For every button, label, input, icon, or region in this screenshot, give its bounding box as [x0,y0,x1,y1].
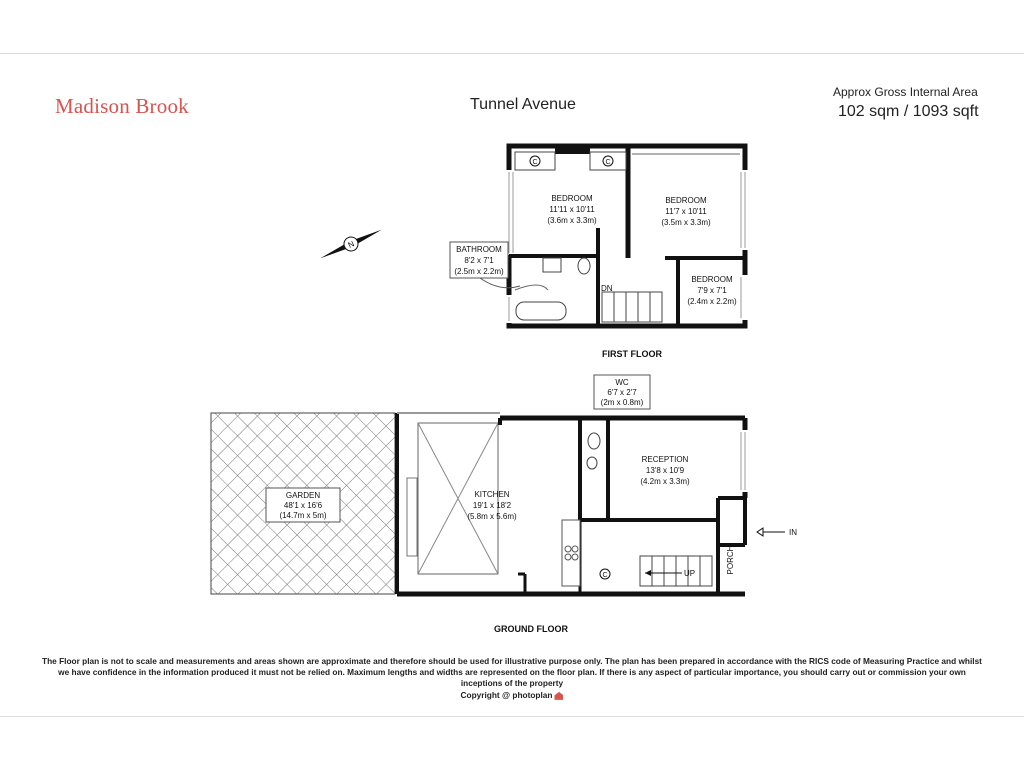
area-value: 102 sqm / 1093 sqft [838,103,979,120]
cupboard-c-3: C [602,572,608,579]
bedroom-3-metric: (2.4m x 2.2m) [687,297,737,306]
bedroom-3-dims: 7'9 x 7'1 [697,286,727,295]
photoplan-logo-icon [554,692,563,700]
bedroom-1-dims: 11'11 x 10'11 [549,205,595,214]
ground-floor-plan [211,375,797,594]
disclaimer-text: The Floor plan is not to scale and measurements and areas shown are approximate and therefore should be used for illustrative purpose only. The plan has been prepared in accordance with the RICS code of Measuring Practice and whilst we have confidence in the information produced it must not be relied on. Maximum lengths and widths are represented on the floor plan. If there is any aspect of particular importance, you should carry out or commission your own inceptions of the property [42,656,982,688]
property-address: Tunnel Avenue [470,96,576,113]
bedroom-1-name: BEDROOM [551,194,593,203]
wc-metric: (2m x 0.8m) [600,398,644,407]
bedroom-3-name: BEDROOM [691,275,733,284]
entrance-label: IN [789,528,797,537]
brand-logo: Madison Brook [55,94,189,118]
entrance-arrow-icon [757,528,763,536]
kitchen-name: KITCHEN [474,490,510,499]
cupboard-c-1: C [532,159,538,166]
first-floor-plan [450,146,750,326]
garden-dims: 48'1 x 16'6 [283,501,323,510]
reception-dims: 13'8 x 10'9 [645,466,685,475]
stairs-down-label: DN [601,284,613,293]
bedroom-2-metric: (3.5m x 3.3m) [661,218,711,227]
copyright-line [40,690,984,701]
bedroom-1-metric: (3.6m x 3.3m) [547,216,597,225]
stairs-up-label: UP [684,569,696,578]
compass-north-label: N [346,239,356,250]
compass-icon [317,223,385,264]
bedroom-2-name: BEDROOM [665,196,707,205]
kitchen-metric: (5.8m x 5.6m) [467,512,517,521]
bathroom-dims: 8'2 x 7'1 [464,256,494,265]
reception-metric: (4.2m x 3.3m) [640,477,690,486]
porch-name: PORCH [726,545,735,575]
ground-floor-label: GROUND FLOOR [494,624,568,634]
first-floor-label: FIRST FLOOR [602,349,662,359]
bedroom-2-dims: 11'7 x 10'11 [665,207,707,216]
disclaimer-footer [40,656,984,701]
bathroom-metric: (2.5m x 2.2m) [454,267,504,276]
wc-dims: 6'7 x 2'7 [607,388,637,397]
bathroom-name: BATHROOM [456,245,502,254]
wc-name: WC [615,378,629,387]
kitchen-dims: 19'1 x 18'2 [472,501,512,510]
reception-name: RECEPTION [641,455,689,464]
garden-name: GARDEN [285,491,321,500]
cupboard-c-2: C [605,159,611,166]
garden-metric: (14.7m x 5m) [279,511,327,520]
copyright-text: Copyright @ photoplan [460,690,553,700]
area-label: Approx Gross Internal Area [833,85,978,99]
